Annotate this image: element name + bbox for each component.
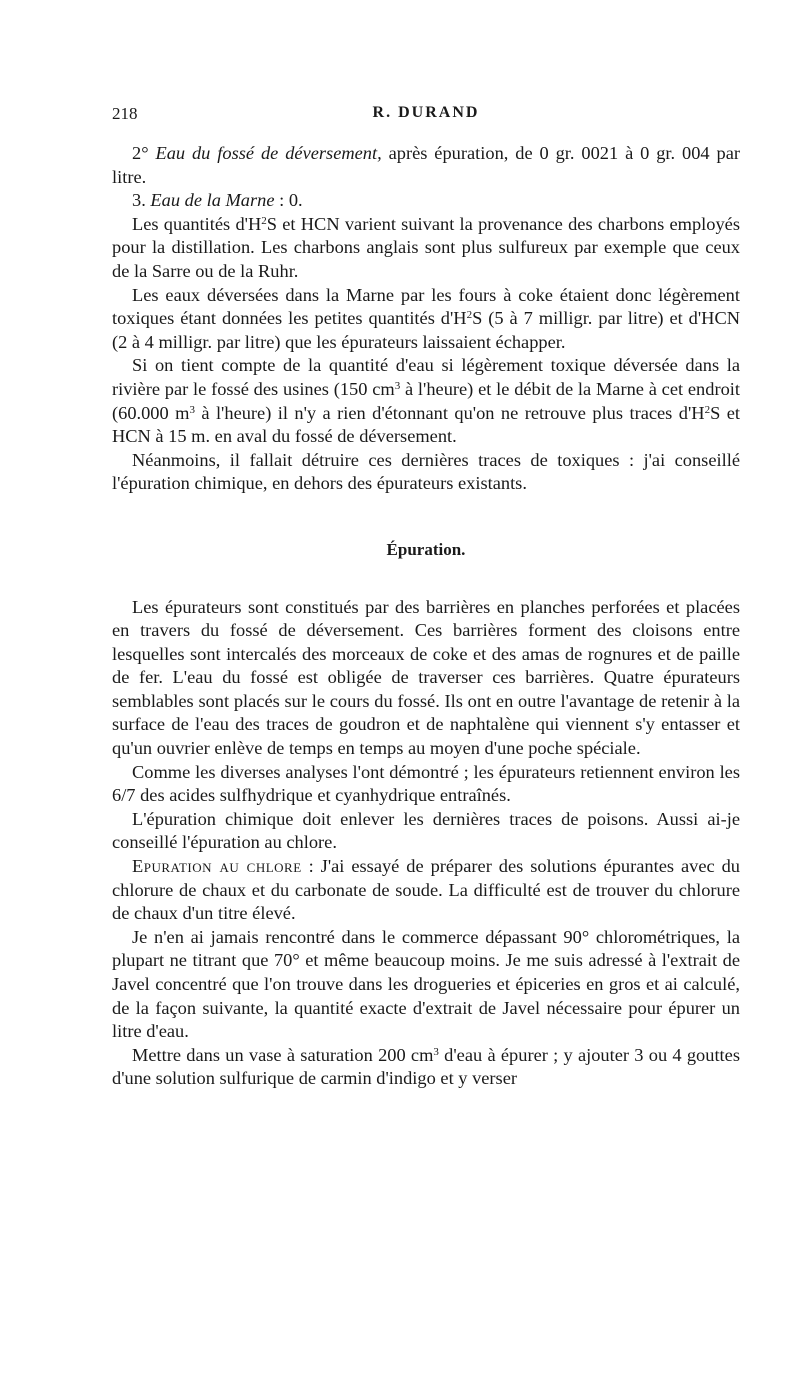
paragraph-6: Néanmoins, il fallait détruire ces dernières traces de toxiques : j'ai conseillé l'épuration chimique, en dehors des épurateurs existants. — [112, 449, 740, 494]
paragraph-5 — [112, 354, 740, 448]
section-title: Épuration. — [386, 539, 466, 559]
paragraph-text: d'eau à épurer ; y ajouter 3 ou 4 gouttes d'une solution sulfurique de carmin d'indigo et y verser — [112, 1044, 740, 1089]
paragraph-11 — [112, 926, 740, 1044]
paragraph-text: Si on tient compte de la quantité d'eau si légèrement toxique déversée dans la rivière par le fossé des usines (150 cm — [112, 355, 740, 399]
page-body — [112, 142, 740, 1091]
superscript: 2 — [261, 214, 267, 227]
page-header — [112, 104, 740, 130]
item-number: 3. — [132, 190, 146, 211]
paragraph-text: à l'heure) et le débit de la Marne à cet endroit (60.000 m — [112, 378, 740, 423]
run-in-heading: Epuration au chlore — [132, 856, 302, 877]
superscript: 2 — [704, 403, 711, 416]
paragraph-1 — [112, 142, 740, 189]
page-number: 218 — [112, 104, 138, 123]
paragraph-7: Les épurateurs sont constitués par des barrières en planches perforées et placées en travers du fossé de déversement. Ces barrières forment des cloisons entre lesquelles sont intercalés des morceaux de coke et des amas de rognures et de paille de fer. L'eau du fossé est obligée de traverser ces barrières. Quatre épurateurs semblables sont placés sur le cours du fossé. Ils ont en outre l'avantage de retenir à la surface de l'eau des traces de goudron et de naphtalène qui viennent s'y entasser et qu'un ouvrier enlève de temps en temps au moyen d'une poche spéciale. — [112, 596, 740, 759]
item-label: Eau de la Marne — [150, 190, 275, 211]
paragraph-2 — [112, 189, 740, 213]
superscript: 3 — [433, 1045, 439, 1058]
paragraph-text: : J'ai essayé de préparer des solutions épurantes avec du chlorure de chaux et du carbonate de soude. La difficulté est de trouver du chlorure de chaux d'un titre élevé. — [112, 856, 740, 924]
paragraph-8: Comme les diverses analyses l'ont démontré ; les épurateurs retiennent environ les 6/7 des acides sulfhydrique et cyanhydrique entraînés. — [112, 761, 740, 806]
paragraph-text: à l'heure) il n'y a rien d'étonnant qu'on ne retrouve plus traces d'H — [194, 402, 705, 423]
paragraph-9: L'épuration chimique doit enlever les dernières traces de poisons. Aussi ai-je conseillé l'épuration au chlore. — [112, 808, 740, 853]
paragraph-12 — [112, 1044, 740, 1091]
paragraph-text: S et HCN varient suivant la provenance des charbons employés pour la distillation. Les charbons anglais sont plus sulfureux par exemple que ceux de la Sarre ou de la Ruhr. — [112, 213, 740, 281]
paragraph-text: Mettre dans un vase à saturation 200 cm — [132, 1044, 434, 1065]
paragraph-text: après épuration, de 0 gr. 0021 à 0 gr. 004 par litre. — [112, 143, 740, 187]
paragraph-3 — [112, 213, 740, 284]
paragraph-10 — [112, 855, 740, 926]
paragraph-text: Je n'en ai jamais rencontré dans le commerce dépassant 90° chlorométriques, la plupart ne titrant que 70° — [112, 926, 740, 971]
running-title: R. DURAND — [372, 104, 480, 121]
paragraph-text: : 0. — [274, 190, 303, 211]
superscript: 3 — [394, 379, 401, 392]
paragraph-text: S et HCN à 15 m. en aval du fossé de déversement. — [112, 402, 740, 447]
paragraph-4 — [112, 284, 740, 355]
paragraph-text: Les eaux déversées dans la Marne par les fours à coke étaient donc légèrement toxiques étant données les petites quantités d'H — [112, 284, 740, 329]
item-number: 2° — [132, 143, 149, 163]
paragraph-text: et même beaucoup moins. Je me suis adressé à l'extrait de Javel concentré que l'on trouve dans les drogueries et épiceries en gros et ai calculé, de la façon suivante, la quantité exacte d'extrait de Javel nécessaire pour épurer un litre d'eau. — [112, 950, 741, 1042]
paragraph-text: S (5 à 7 milligr. par litre) et d'HCN (2 à 4 milligr. par litre) que les épurateurs laissaient échapper. — [112, 308, 740, 352]
paragraph-text: Les quantités d'H — [132, 213, 262, 234]
superscript: 3 — [189, 403, 195, 416]
item-label: Eau du fossé de déversement, — [155, 143, 382, 163]
superscript: 2 — [466, 309, 473, 322]
